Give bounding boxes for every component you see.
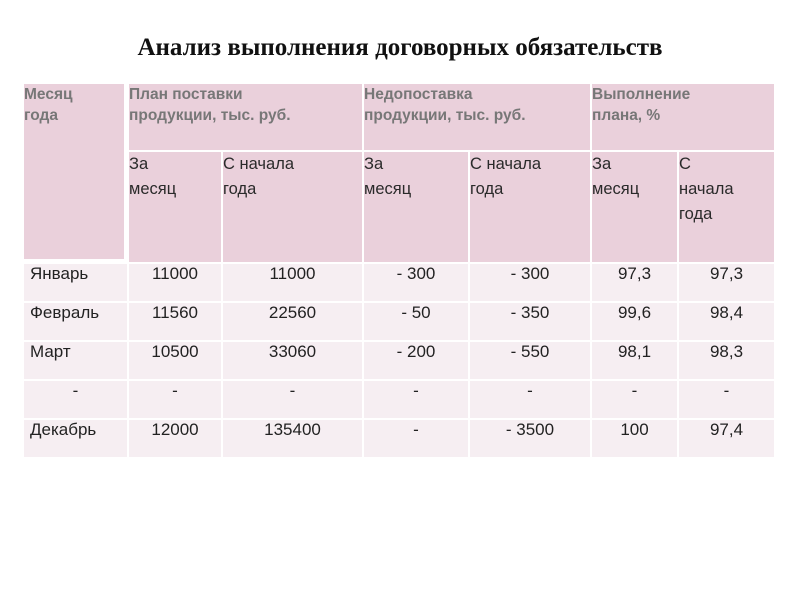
group-header-line: плана, % — [592, 107, 661, 124]
subheader-line: За — [592, 155, 612, 174]
shortfall-group-header — [363, 83, 591, 151]
cell-fulfillment-month: 100 — [591, 419, 678, 458]
month-header-line: Месяц — [24, 86, 73, 103]
table-row — [23, 341, 775, 380]
fulfillment-group-header — [591, 83, 775, 151]
cell-fulfillment-ytd: 98,3 — [678, 341, 775, 380]
subheader-line: месяц — [364, 180, 412, 199]
cell-shortfall-ytd: - 550 — [469, 341, 591, 380]
cell-shortfall-ytd: - — [469, 380, 591, 419]
header-row-subcolumns — [23, 151, 775, 263]
cell-plan-month: 11560 — [128, 302, 222, 341]
header-row-groups — [23, 83, 775, 151]
group-header-line: План поставки — [129, 86, 243, 103]
cell-shortfall-month: - — [363, 419, 469, 458]
subheader-line: месяц — [129, 180, 177, 199]
cell-fulfillment-month: 99,6 — [591, 302, 678, 341]
cell-plan-ytd: 33060 — [222, 341, 363, 380]
table-row — [23, 302, 775, 341]
cell-plan-month: - — [128, 380, 222, 419]
subheader-line: С начала — [223, 155, 295, 174]
subheader-line: начала — [679, 180, 734, 199]
page-title: Анализ выполнения договорных обязательств — [137, 34, 663, 61]
subheader-line: С начала — [470, 155, 542, 174]
subheader-plan-month — [128, 151, 222, 263]
cell-month: Декабрь — [23, 419, 128, 458]
cell-plan-ytd: 22560 — [222, 302, 363, 341]
cell-plan-ytd: 135400 — [222, 419, 363, 458]
group-header-line: продукции, тыс. руб. — [129, 107, 291, 124]
cell-shortfall-month: - 200 — [363, 341, 469, 380]
subheader-line: За — [129, 155, 149, 174]
month-header-line: года — [24, 107, 58, 124]
cell-shortfall-ytd: - 3500 — [469, 419, 591, 458]
table-row — [23, 263, 775, 302]
contract-table — [22, 82, 776, 459]
cell-month: Январь — [23, 263, 128, 302]
cell-plan-ytd: 11000 — [222, 263, 363, 302]
cell-shortfall-month: - — [363, 380, 469, 419]
cell-month: Февраль — [23, 302, 128, 341]
subheader-line: С — [679, 155, 691, 174]
cell-fulfillment-month: 98,1 — [591, 341, 678, 380]
month-column-header — [23, 83, 128, 263]
subheader-line: месяц — [592, 180, 640, 199]
plan-group-header — [128, 83, 363, 151]
subheader-fulfillment-month — [591, 151, 678, 263]
group-header-line: Выполнение — [592, 86, 691, 103]
subheader-fulfillment-ytd — [678, 151, 775, 263]
cell-plan-month: 11000 — [128, 263, 222, 302]
cell-shortfall-month: - 300 — [363, 263, 469, 302]
subheader-line: года — [223, 180, 257, 199]
table-row — [23, 419, 775, 458]
cell-fulfillment-ytd: 97,4 — [678, 419, 775, 458]
subheader-shortfall-ytd — [469, 151, 591, 263]
group-header-line: Недопоставка — [364, 86, 473, 103]
cell-fulfillment-month: - — [591, 380, 678, 419]
cell-month: - — [23, 380, 128, 419]
cell-shortfall-ytd: - 350 — [469, 302, 591, 341]
cell-fulfillment-ytd: - — [678, 380, 775, 419]
subheader-line: года — [470, 180, 504, 199]
cell-fulfillment-ytd: 98,4 — [678, 302, 775, 341]
cell-month: Март — [23, 341, 128, 380]
table-row — [23, 380, 775, 419]
cell-shortfall-ytd: - 300 — [469, 263, 591, 302]
group-header-line: продукции, тыс. руб. — [364, 107, 526, 124]
cell-plan-month: 12000 — [128, 419, 222, 458]
cell-plan-ytd: - — [222, 380, 363, 419]
subheader-plan-ytd — [222, 151, 363, 263]
subheader-line: За — [364, 155, 384, 174]
cell-shortfall-month: - 50 — [363, 302, 469, 341]
subheader-shortfall-month — [363, 151, 469, 263]
cell-fulfillment-ytd: 97,3 — [678, 263, 775, 302]
subheader-line: года — [679, 205, 713, 224]
cell-plan-month: 10500 — [128, 341, 222, 380]
cell-fulfillment-month: 97,3 — [591, 263, 678, 302]
